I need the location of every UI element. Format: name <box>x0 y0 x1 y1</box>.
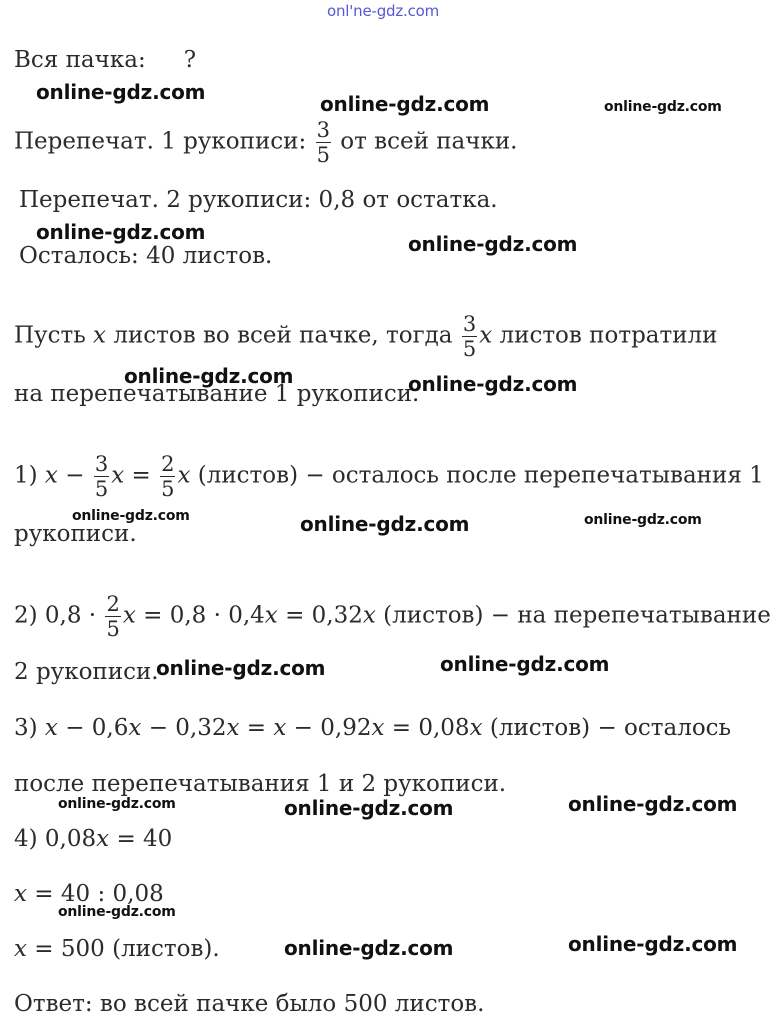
step-2-result: = 0,32 <box>285 602 363 629</box>
fraction-denominator: 5 <box>316 143 330 167</box>
fraction-numerator: 3 <box>94 452 109 476</box>
watermark: online-gdz.com <box>408 232 578 256</box>
step-2-text: (листов) − на перепечатывание <box>383 602 771 629</box>
watermark: online-gdz.com <box>284 796 454 820</box>
step-4-line-3 <box>14 935 220 963</box>
watermark: online-gdz.com <box>584 512 702 528</box>
step-2-line-1 <box>14 592 771 641</box>
step-1-line-2: рукописи. <box>14 521 137 547</box>
fraction-numerator: 3 <box>316 118 330 142</box>
watermark: online-gdz.com <box>36 80 206 104</box>
given-whole-pack-label: Вся пачка: <box>14 47 146 73</box>
watermark: online-gdz.com <box>320 92 490 116</box>
step-1-line-1 <box>14 452 764 501</box>
step-3-line-2: после перепечатывания 1 и 2 рукописи. <box>14 771 507 797</box>
var-x: x <box>479 322 493 349</box>
given-first-prefix: Перепечат. 1 рукописи: <box>14 128 307 155</box>
fraction-denominator: 5 <box>94 477 109 501</box>
step-3-text: (листов) − осталось <box>489 715 732 741</box>
intro-text-2: листов во всей пачке, тогда <box>113 322 453 349</box>
var-x: x <box>226 715 240 741</box>
answer: Ответ: во всей пачке было 500 листов. <box>14 991 485 1017</box>
fraction-numerator: 2 <box>161 452 175 476</box>
step-4-equals: = 40 <box>116 826 173 852</box>
minus-sign: − <box>65 462 85 489</box>
fraction-three-fifths <box>94 452 109 501</box>
fraction-two-fifths <box>160 452 175 501</box>
watermark: online-gdz.com <box>568 932 738 956</box>
fraction-denominator: 5 <box>462 337 477 361</box>
var-x: x <box>14 936 27 962</box>
var-x: x <box>44 462 58 489</box>
given-left: Осталось: 40 листов. <box>19 243 273 269</box>
step-1-text: (листов) − осталось после перепечатывания 1 <box>197 462 764 489</box>
watermark: online-gdz.com <box>58 796 176 812</box>
fraction-numerator: 2 <box>106 592 120 616</box>
fraction-three-fifths <box>462 312 477 361</box>
given-whole-pack-value: ? <box>183 47 197 73</box>
watermark: online-gdz.com <box>124 364 294 388</box>
given-whole-pack <box>14 46 196 74</box>
step-3-part: − 0,32 <box>148 715 227 741</box>
var-x: x <box>93 322 107 349</box>
step-4-division: = 40 : 0,08 <box>34 881 164 907</box>
step-4-start: 4) 0,08 <box>14 826 97 852</box>
watermark: online-gdz.com <box>156 656 326 680</box>
var-x: x <box>96 826 110 852</box>
watermark: online-gdz.com <box>284 936 454 960</box>
step-2-line-2: 2 рукописи. <box>14 659 159 685</box>
watermark-top: onl'ne-gdz.com <box>327 2 440 20</box>
fraction-denominator: 5 <box>161 477 175 501</box>
var-x: x <box>44 715 58 741</box>
intro-text-1: Пусть <box>14 322 86 349</box>
var-x: x <box>177 462 191 489</box>
intro-line-2: на перепечатывание 1 рукописи. <box>14 381 420 407</box>
watermark: online-gdz.com <box>300 512 470 536</box>
fraction-two-fifths <box>105 592 120 641</box>
intro-line-1 <box>14 312 718 361</box>
var-x: x <box>264 602 278 629</box>
given-second-manuscript: Перепечат. 2 рукописи: 0,8 от остатка. <box>19 187 498 213</box>
step-3-line-1 <box>14 714 731 742</box>
given-first-manuscript <box>14 118 518 167</box>
var-x: x <box>128 715 142 741</box>
fraction-three-fifths <box>316 118 331 167</box>
step-2-start: 2) 0,8 · <box>14 602 97 629</box>
var-x: x <box>122 602 136 629</box>
var-x: x <box>14 881 27 907</box>
step-3-part: − 0,6 <box>65 715 129 741</box>
step-3-part: − 0,92 <box>293 715 372 741</box>
fraction-denominator: 5 <box>106 617 120 641</box>
given-first-suffix: от всей пачки. <box>340 128 518 155</box>
watermark: online-gdz.com <box>408 372 578 396</box>
watermark: online-gdz.com <box>604 99 722 115</box>
step-number: 1) <box>14 462 38 489</box>
var-x: x <box>362 602 376 629</box>
var-x: x <box>273 715 287 741</box>
intro-text-3: листов потратили <box>499 322 718 349</box>
var-x: x <box>469 715 483 741</box>
watermark: online-gdz.com <box>58 904 176 920</box>
watermark: online-gdz.com <box>568 792 738 816</box>
step-4-line-1 <box>14 825 172 853</box>
step-3-part: = 0,08 <box>391 715 470 741</box>
fraction-numerator: 3 <box>462 312 477 336</box>
equals-sign: = <box>131 462 151 489</box>
watermark: online-gdz.com <box>440 652 610 676</box>
watermark: online-gdz.com <box>72 508 190 524</box>
step-4-result: = 500 (листов). <box>34 936 220 962</box>
var-x: x <box>371 715 385 741</box>
step-2-mid: = 0,8 · 0,4 <box>143 602 265 629</box>
watermark: online-gdz.com <box>36 220 206 244</box>
step-number: 3) <box>14 715 38 741</box>
equals-sign: = <box>246 715 267 741</box>
var-x: x <box>111 462 125 489</box>
